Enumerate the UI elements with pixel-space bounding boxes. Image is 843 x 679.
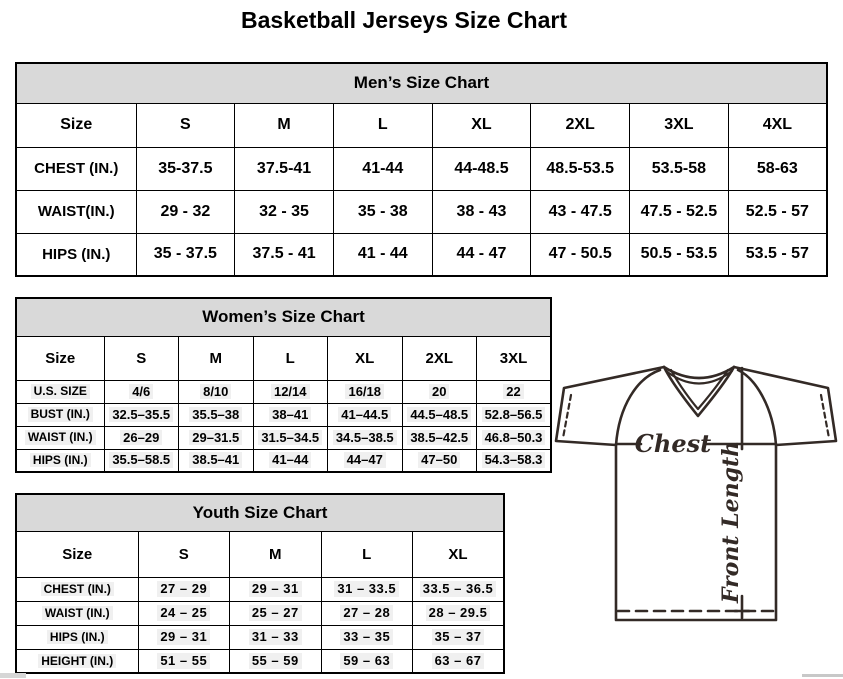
size-value: 16/18 <box>345 384 384 400</box>
size-value: 28 – 29.5 <box>426 605 491 621</box>
size-value-cell <box>477 426 552 449</box>
size-value: 20 <box>429 384 449 400</box>
youth-size-table <box>15 493 505 674</box>
size-value-cell <box>235 233 334 276</box>
row-label-cell <box>16 147 136 190</box>
size-value-cell <box>728 190 827 233</box>
size-value: 44.5–48.5 <box>407 407 471 423</box>
size-value: 55 – 59 <box>249 653 302 669</box>
size-value-cell <box>402 380 477 403</box>
column-header: Size <box>16 336 104 380</box>
size-value: 58-63 <box>756 159 798 177</box>
size-value-cell <box>413 625 505 649</box>
sleeve-cuff-dashed-right <box>821 395 829 438</box>
size-value: 35.5–38 <box>189 407 242 423</box>
size-value-cell <box>253 426 328 449</box>
size-value-cell <box>321 649 413 673</box>
size-value-cell <box>432 147 531 190</box>
size-value: 46.8–50.3 <box>482 430 546 446</box>
size-value: 29 – 31 <box>249 581 302 597</box>
size-value-cell <box>328 380 403 403</box>
size-value-cell <box>630 147 729 190</box>
column-header: 2XL <box>531 103 630 147</box>
size-value: 50.5 - 53.5 <box>640 245 718 263</box>
column-header: M <box>235 103 334 147</box>
page-title: Basketball Jerseys Size Chart <box>240 7 567 33</box>
column-header: S <box>136 103 235 147</box>
size-value: 41–44.5 <box>338 407 391 423</box>
row-label-cell <box>16 233 136 276</box>
size-value-cell <box>136 233 235 276</box>
size-value: 35-37.5 <box>158 159 213 177</box>
size-value-cell <box>253 380 328 403</box>
row-label-cell <box>16 449 104 472</box>
column-header: L <box>333 103 432 147</box>
size-value-cell <box>138 625 230 649</box>
size-value: 12/14 <box>271 384 310 400</box>
size-value: 29–31.5 <box>189 430 242 446</box>
size-value: 41–44 <box>269 452 311 468</box>
row-label-cell <box>16 426 104 449</box>
size-value: 34.5–38.5 <box>333 430 397 446</box>
size-value: 22 <box>503 384 523 400</box>
size-value: 63 – 67 <box>432 653 485 669</box>
size-value-cell <box>104 403 179 426</box>
womens-size-table <box>15 297 552 473</box>
chart-title-band: Women’s Size Chart <box>16 298 551 336</box>
size-value: 27 – 29 <box>157 581 210 597</box>
size-value-cell <box>413 577 505 601</box>
size-value-cell <box>230 601 322 625</box>
size-value: 44–47 <box>344 452 386 468</box>
column-header: S <box>104 336 179 380</box>
chart-title-band: Men’s Size Chart <box>16 63 827 103</box>
column-header: L <box>321 531 413 577</box>
size-value-cell <box>477 449 552 472</box>
size-value: 52.8–56.5 <box>482 407 546 423</box>
row-label: WAIST (IN.) <box>25 430 96 444</box>
size-value-cell <box>138 577 230 601</box>
row-label: U.S. SIZE <box>31 384 90 398</box>
size-value: 47 - 50.5 <box>548 245 612 263</box>
size-value: 38.5–41 <box>189 452 242 468</box>
row-label: WAIST(IN.) <box>37 203 115 220</box>
size-value: 47.5 - 52.5 <box>640 202 718 220</box>
size-value-cell <box>253 403 328 426</box>
size-value: 25 – 27 <box>249 605 302 621</box>
size-value-cell <box>321 601 413 625</box>
size-value: 8/10 <box>200 384 231 400</box>
size-value: 48.5-53.5 <box>546 159 614 177</box>
size-value: 37.5-41 <box>256 159 312 177</box>
size-value-cell <box>321 577 413 601</box>
size-value-cell <box>728 147 827 190</box>
size-value: 44-48.5 <box>454 159 509 177</box>
size-value-cell <box>179 380 254 403</box>
row-label-cell <box>16 601 138 625</box>
size-value-cell <box>230 577 322 601</box>
size-value-cell <box>179 426 254 449</box>
size-value-cell <box>235 190 334 233</box>
size-value-cell <box>328 403 403 426</box>
size-value: 41 - 44 <box>357 245 408 263</box>
column-header: Size <box>16 103 136 147</box>
size-value: 31 – 33 <box>249 629 302 645</box>
size-value: 29 - 32 <box>160 202 211 220</box>
size-value-cell <box>328 449 403 472</box>
chest-label: Chest <box>634 429 712 458</box>
size-value-cell <box>531 147 630 190</box>
row-label: HEIGHT (IN.) <box>38 654 116 668</box>
row-label: HIPS (IN.) <box>30 453 91 467</box>
sleeve-cuff-dashed-left <box>563 395 571 438</box>
size-value-cell <box>253 449 328 472</box>
column-header: XL <box>328 336 403 380</box>
column-header: 3XL <box>630 103 729 147</box>
column-header: XL <box>413 531 505 577</box>
size-value-cell <box>728 233 827 276</box>
size-value: 35.5–58.5 <box>109 452 173 468</box>
size-value-cell <box>402 449 477 472</box>
row-label: CHEST (IN.) <box>41 582 114 596</box>
size-value-cell <box>104 380 179 403</box>
size-value-cell <box>402 426 477 449</box>
size-value-cell <box>230 649 322 673</box>
size-value: 26–29 <box>120 430 162 446</box>
row-label: HIPS (IN.) <box>42 245 111 263</box>
mens-size-table <box>15 62 828 277</box>
jersey-armhole-seam-right <box>738 370 776 445</box>
size-value-cell <box>179 449 254 472</box>
size-value: 47–50 <box>418 452 460 468</box>
size-value: 35 – 37 <box>432 629 485 645</box>
column-header: S <box>138 531 230 577</box>
size-value-cell <box>230 625 322 649</box>
size-value-cell <box>630 233 729 276</box>
size-value-cell <box>477 403 552 426</box>
size-value-cell <box>413 601 505 625</box>
size-value: 33 – 35 <box>340 629 393 645</box>
size-value-cell <box>328 426 403 449</box>
jersey-measurement-diagram <box>552 353 840 645</box>
size-value-cell <box>179 403 254 426</box>
row-label: BUST (IN.) <box>28 407 93 421</box>
scrollbar-fragment-right[interactable] <box>802 674 843 677</box>
size-value-cell <box>402 403 477 426</box>
size-value: 4/6 <box>129 384 153 400</box>
scrollbar-fragment-left[interactable] <box>0 673 26 678</box>
size-value: 35 - 38 <box>357 202 408 220</box>
column-header: 2XL <box>402 336 477 380</box>
size-value: 38.5–42.5 <box>407 430 471 446</box>
size-value-cell <box>136 190 235 233</box>
size-value-cell <box>477 380 552 403</box>
column-header: XL <box>432 103 531 147</box>
size-value: 53.5 - 57 <box>745 245 809 263</box>
size-value: 24 – 25 <box>157 605 210 621</box>
size-value-cell <box>333 190 432 233</box>
column-header: M <box>179 336 254 380</box>
row-label-cell <box>16 190 136 233</box>
size-value: 31.5–34.5 <box>258 430 322 446</box>
size-value-cell <box>138 649 230 673</box>
size-value-cell <box>235 147 334 190</box>
size-value-cell <box>432 190 531 233</box>
size-value-cell <box>531 190 630 233</box>
row-label-cell <box>16 625 138 649</box>
size-value: 41-44 <box>362 159 404 177</box>
size-value: 54.3–58.3 <box>482 452 546 468</box>
jersey-diagram-svg <box>552 353 840 645</box>
chart-title-band: Youth Size Chart <box>16 494 504 531</box>
size-value: 59 – 63 <box>340 653 393 669</box>
size-value: 43 - 47.5 <box>548 202 612 220</box>
column-header: 4XL <box>728 103 827 147</box>
size-value: 44 - 47 <box>456 245 507 263</box>
row-label: CHEST (IN.) <box>34 160 119 177</box>
size-value-cell <box>630 190 729 233</box>
size-value: 38–41 <box>269 407 311 423</box>
size-value: 32 - 35 <box>259 202 309 220</box>
row-label-cell <box>16 403 104 426</box>
size-value-cell <box>104 449 179 472</box>
size-value-cell <box>333 147 432 190</box>
size-value-cell <box>413 649 505 673</box>
size-value: 29 – 31 <box>157 629 210 645</box>
size-value-cell <box>333 233 432 276</box>
size-value: 31 – 33.5 <box>334 581 399 597</box>
row-label: HIPS (IN.) <box>47 630 108 644</box>
front-length-label: Front Length <box>718 440 744 604</box>
size-value: 52.5 - 57 <box>745 202 809 220</box>
size-value-cell <box>138 601 230 625</box>
column-header: L <box>253 336 328 380</box>
size-value-cell <box>136 147 235 190</box>
size-value-cell <box>432 233 531 276</box>
row-label-cell <box>16 649 138 673</box>
size-value: 35 - 37.5 <box>153 245 217 263</box>
row-label-cell <box>16 380 104 403</box>
column-header: M <box>230 531 322 577</box>
size-value-cell <box>321 625 413 649</box>
column-header: 3XL <box>477 336 552 380</box>
size-value: 53.5-58 <box>651 159 706 177</box>
size-value: 37.5 - 41 <box>252 245 316 263</box>
row-label-cell <box>16 577 138 601</box>
size-value: 27 – 28 <box>340 605 393 621</box>
size-value: 32.5–35.5 <box>109 407 173 423</box>
size-value: 33.5 – 36.5 <box>420 581 497 597</box>
size-value: 51 – 55 <box>157 653 210 669</box>
column-header: Size <box>16 531 138 577</box>
size-value-cell <box>531 233 630 276</box>
row-label: WAIST (IN.) <box>42 606 113 620</box>
size-value: 38 - 43 <box>456 202 507 220</box>
size-value-cell <box>104 426 179 449</box>
